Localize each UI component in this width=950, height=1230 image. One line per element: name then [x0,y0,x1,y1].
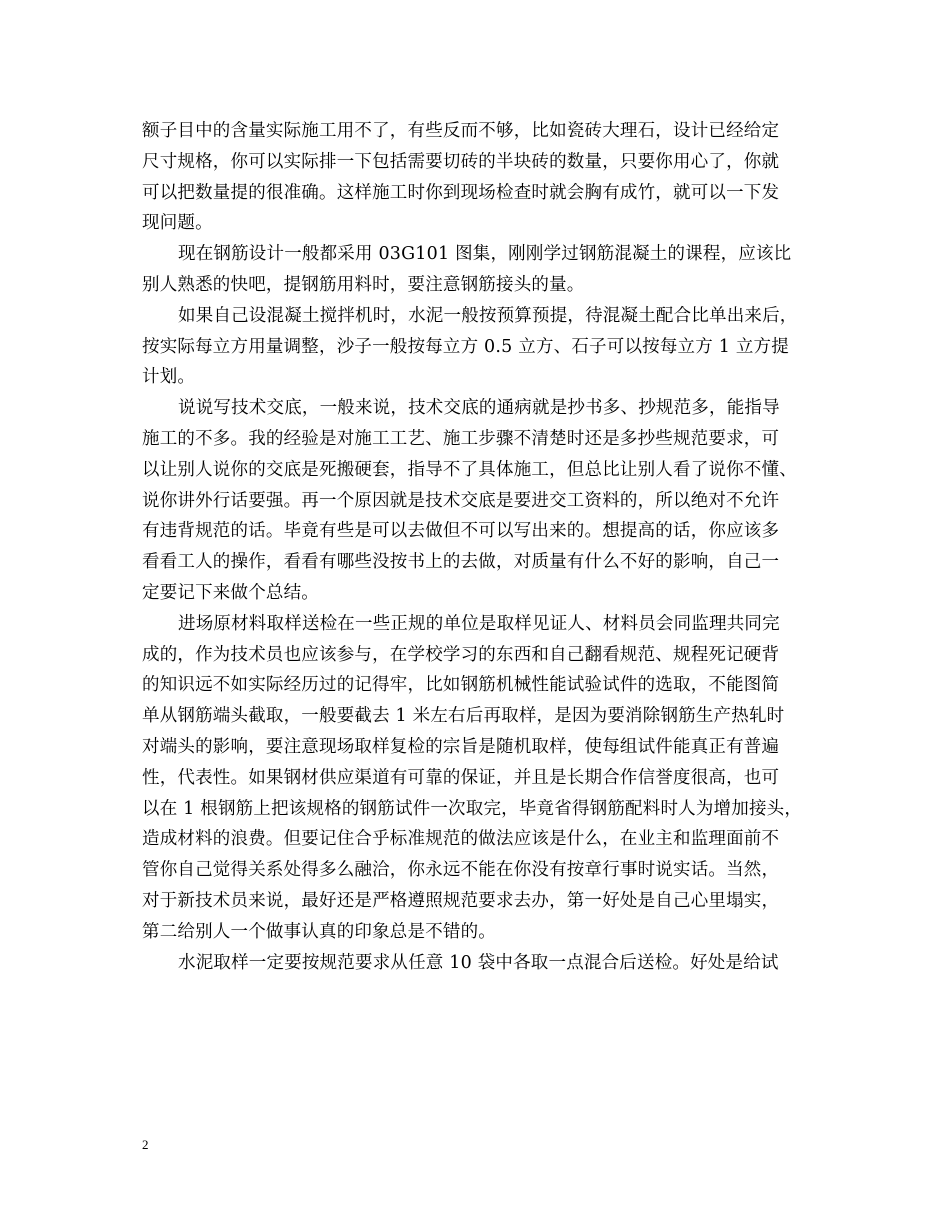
text-line: 定要记下来做个总结。 [142,582,319,603]
text-line: 对端头的影响，要注意现场取样复检的宗旨是随机取样，使每组试件能真正有普遍 [142,736,780,757]
text-line: 造成材料的浪费。但要记住合乎标准规范的做法应该是什么，在业主和监理面前不 [142,829,780,850]
text-line: 现问题。 [142,213,213,234]
text-line: 对于新技术员来说，最好还是严格遵照规范要求去办，第一好处是自己心里塌实， [142,890,780,911]
text-line: 别人熟悉的快吧，提钢筋用料时，要注意钢筋接头的量。 [142,274,585,295]
text-line: 以在 1 根钢筋上把该规格的钢筋试件一次取完，毕竟省得钢筋配料时人为增加接头， [142,798,803,819]
text-line: 额子目中的含量实际施工用不了，有些反而不够，比如瓷砖大理石，设计已经给定 [142,121,780,141]
text-line: 以让别人说你的交底是死搬硬套，指导不了具体施工，但总比让别人看了说你不懂、 [142,459,797,480]
text-line: 尺寸规格，你可以实际排一下包括需要切砖的半块砖的数量，只要你用心了，你就 [142,151,780,172]
text-line: 如果自己设混凝土搅拌机时，水泥一般按预算预提，待混凝土配合比单出来后， [178,305,798,326]
text-line: 第二给别人一个做事认真的印象总是不错的。 [142,921,496,942]
text-line: 进场原材料取样送检在一些正规的单位是取样见证人、材料员会同监理共同完 [178,613,780,634]
text-line: 计划。 [142,367,196,388]
text-line: 水泥取样一定要按规范要求从任意 10 袋中各取一点混合后送检。好处是给试 [178,952,779,973]
text-line: 说你讲外行话要强。再一个原因就是技术交底是要进交工资料的，所以绝对不允许 [142,490,780,511]
text-line: 性，代表性。如果钢材供应渠道有可靠的保证，并且是长期合作信誉度很高，也可 [142,767,780,788]
text-line: 看看工人的操作，看看有哪些没按书上的去做，对质量有什么不好的影响，自己一 [142,552,780,573]
body-text [142,116,832,978]
text-line: 说说写技术交底，一般来说，技术交底的通病就是抄书多、抄规范多，能指导 [178,398,780,419]
text-line: 有违背规范的话。毕竟有些是可以去做但不可以写出来的。想提高的话，你应该多 [142,521,780,542]
text-line: 可以把数量提的很准确。这样施工时你到现场检查时就会胸有成竹，就可以一下发 [142,182,780,203]
text-line: 管你自己觉得关系处得多么融洽，你永远不能在你没有按章行事时说实话。当然， [142,860,780,881]
text-line: 单从钢筋端头截取，一般要截去 1 米左右后再取样，是因为要消除钢筋生产热轧时 [142,706,785,727]
text-line: 的知识远不如实际经历过的记得牢，比如钢筋机械性能试验试件的选取，不能图简 [142,675,780,696]
text-line: 成的，作为技术员也应该参与，在学校学习的东西和自己翻看规范、规程死记硬背 [142,644,780,665]
text-line: 施工的不多。我的经验是对施工工艺、施工步骤不清楚时还是多抄些规范要求，可 [142,428,780,449]
text-line: 现在钢筋设计一般都采用 03G101 图集，刚刚学过钢筋混凝土的课程，应该比 [178,244,792,265]
text-line: 按实际每立方用量调整，沙子一般按每立方 0.5 立方、石子可以按每立方 1 立方提 [142,336,789,357]
page-number: 2 [142,1137,149,1152]
